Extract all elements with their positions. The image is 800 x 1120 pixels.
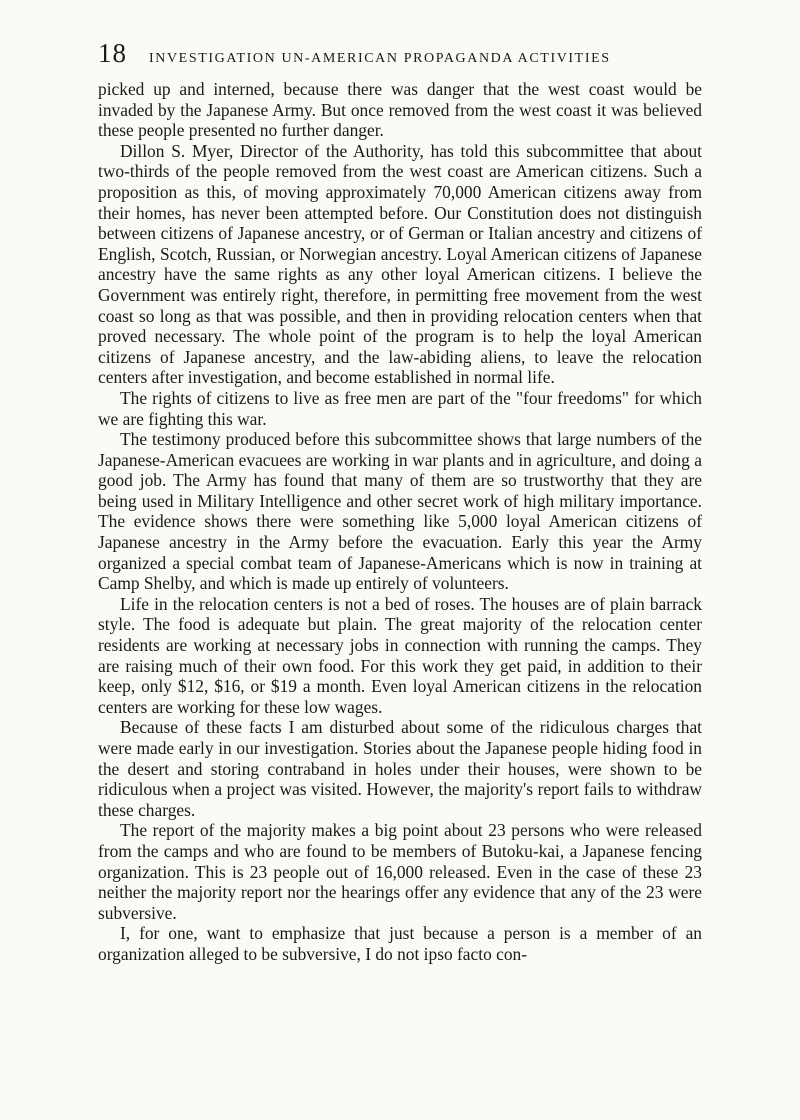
paragraph-4: The testimony produced before this subcommittee shows that large numbers of the Japanese-American evacuees are working in war plants and in agriculture, and doing a good job. The Army has found that many of them are so trustworthy that they are being used in Military Intelligence and other secret work of high military importance. The evidence shows there were something like 5,000 loyal American citizens of Japanese ancestry in the Army before the evacuation. Early this year the Army organized a special combat team of Japanese-Americans which is now in training at Camp Shelby, and which is made up entirely of volunteers. xyxy=(98,429,702,594)
page-number: 18 xyxy=(98,38,127,68)
body-text xyxy=(98,79,702,965)
paragraph-2: Dillon S. Myer, Director of the Authority, has told this subcommittee that about two-thirds of the people removed from the west coast are American citizens. Such a proposition as this, of moving approximately 70,000 American citizens away from their homes, has never been attempted before. Our Constitution does not distinguish between citizens of Japanese ancestry, or of German or Italian ancestry and citizens of English, Scotch, Russian, or Norwegian ancestry. Loyal American citizens of Japanese ancestry have the same rights as any other loyal American citizens. I believe the Government was entirely right, therefore, in permitting free movement from the west coast so long as that was possible, and then in providing relocation centers when that proved necessary. The whole point of the program is to help the loyal American citizens of Japanese ancestry, and the law-abiding aliens, to leave the relocation centers after investigation, and become established in normal life. xyxy=(98,140,702,388)
paragraph-5: Life in the relocation centers is not a bed of roses. The houses are of plain barrack style. The food is adequate but plain. The great majority of the relocation center residents are working at necessary jobs in connection with running the camps. They are raising much of their own food. For this work they get paid, in addition to their keep, only $12, $16, or $19 a month. Even loyal American citizens in the relocation centers are working for these low wages. xyxy=(98,593,702,717)
paragraph-3: The rights of citizens to live as free men are part of the "four freedoms" for which we are fighting this war. xyxy=(98,387,702,429)
paragraph-1: picked up and interned, because there was danger that the west coast would be invaded by the Japanese Army. But once removed from the west coast it was believed these people presented no further danger. xyxy=(98,79,702,141)
paragraph-7: The report of the majority makes a big point about 23 persons who were released from the camps and who are found to be members of Butoku-kai, a Japanese fencing organization. This is 23 people out of 16,000 released. Even in the case of these 23 neither the majority report nor the hearings offer any evidence that any of the 23 were subversive. xyxy=(98,820,702,923)
paragraph-8: I, for one, want to emphasize that just because a person is a member of an organization alleged to be subversive, I do not ipso facto con- xyxy=(98,923,702,964)
running-title: INVESTIGATION UN-AMERICAN PROPAGANDA ACTIVITIES xyxy=(149,51,611,66)
running-head xyxy=(98,38,702,69)
paragraph-6: Because of these facts I am disturbed about some of the ridiculous charges that were made early in our investigation. Stories about the Japanese people hiding food in the desert and storing contraband in holes under their houses, were shown to be ridiculous when a project was visited. However, the majority's report fails to withdraw these charges. xyxy=(98,717,702,820)
